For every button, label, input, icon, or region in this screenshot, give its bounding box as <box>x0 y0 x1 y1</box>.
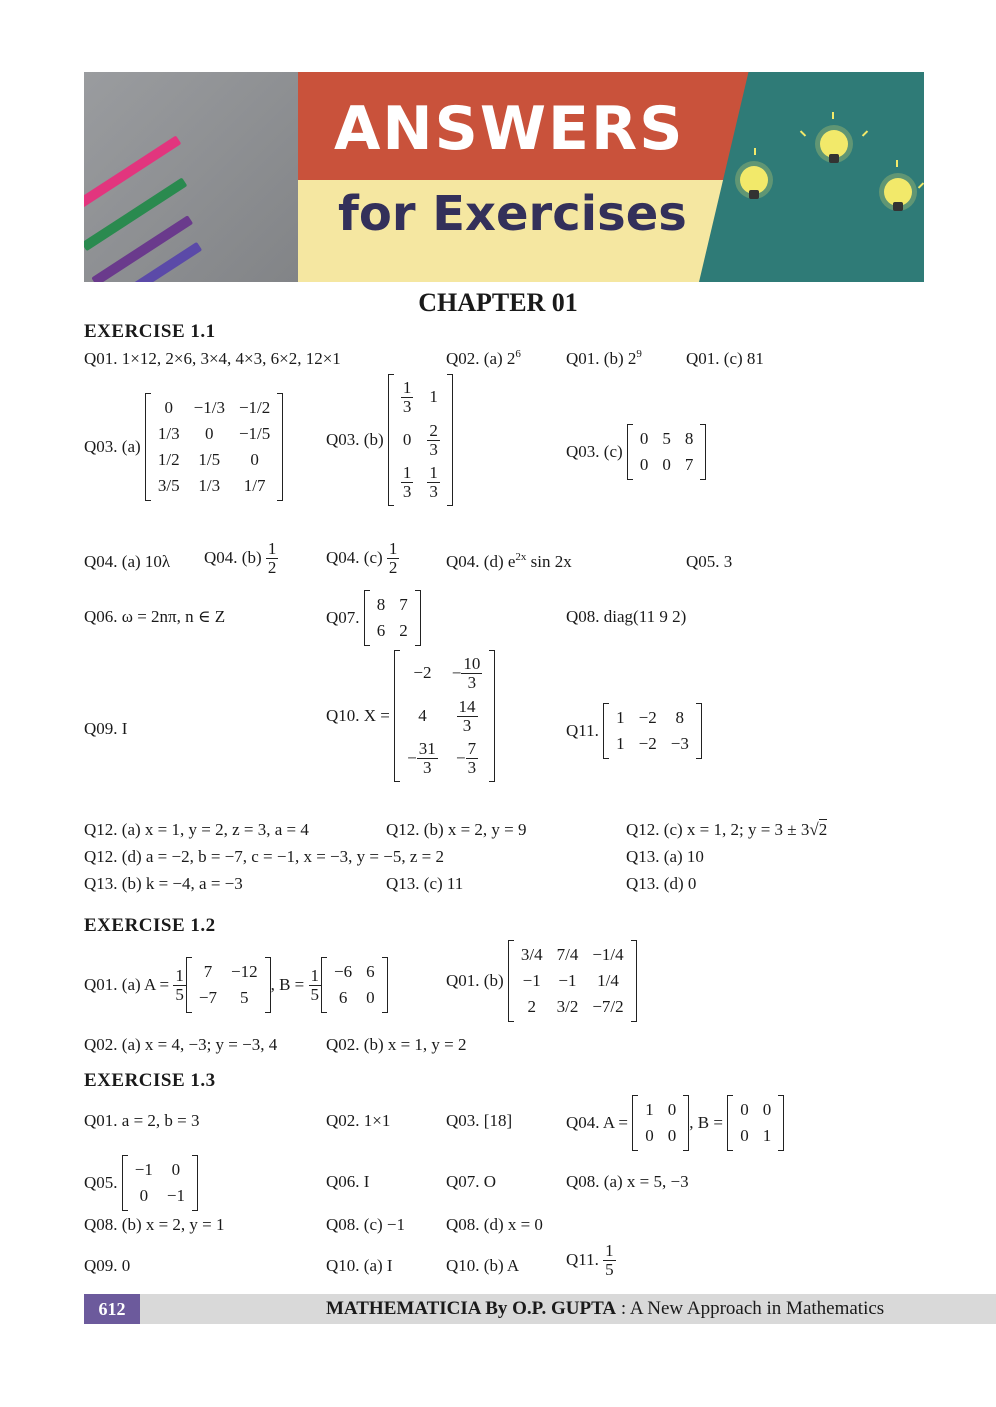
light-ray-icon <box>754 148 756 155</box>
answer-ex13-q08b: Q08. (b) x = 2, y = 1 <box>84 1215 225 1234</box>
answer-ex11-q01b: Q01. (b) $2^9$ <box>566 348 642 368</box>
answer-ex11-q01: Q01. 1×12, 2×6, 3×4, 4×3, 6×2, 12×1 <box>84 349 341 368</box>
matrix-cell: 5 <box>240 988 249 1007</box>
matrix-cell: 1 <box>429 387 438 407</box>
answer-ex13-q06: Q06. I <box>326 1172 370 1191</box>
matrix-cell: 0 <box>667 1126 677 1145</box>
answer-ex11-q04a: Q04. (a) 10λ <box>84 552 171 571</box>
matrix <box>632 1095 689 1151</box>
matrix-cell: − $\frac{7}{3}$ <box>456 739 477 778</box>
answer-ex12-q02a: Q02. (a) x = 4, −3; y = −3, 4 <box>84 1035 278 1054</box>
matrix-cell: 1 <box>616 708 625 727</box>
matrix-cell: 1/7 <box>243 476 266 495</box>
matrix-cell: − $\frac{10}{3}$ <box>451 654 481 692</box>
matrix-cell: 6 <box>376 621 386 640</box>
answer-ex12-q01a: Q01. (a) A = $\frac{1}{5}$ 7 −12 −7 5 , B = $\frac{1}{5}$ −6 6 6 0 <box>84 957 388 1013</box>
answer-ex13-q08c: Q08. (c) −1 <box>326 1215 405 1234</box>
answer-ex11-q13d: Q13. (d) 0 <box>626 874 697 893</box>
banner-subtitle: for Exercises <box>338 186 687 242</box>
matrix <box>603 703 702 759</box>
matrix-cell: 0 <box>667 1100 677 1119</box>
answer-ex11-q12d: Q12. (d) a = −2, b = −7, c = −1, x = −3, y = −5, z = 2 <box>84 847 444 866</box>
matrix-cell: −7/2 <box>592 997 624 1016</box>
matrix-cell: 3/5 <box>157 476 180 495</box>
answer-ex11-q03b: Q03. (b) $\frac{1}{3}$ 1 0 $\frac{2}{3}$ $\frac{1}{3}$ $\frac{1}{3}$ <box>326 374 453 506</box>
answers-banner <box>84 72 924 282</box>
answer-ex11-q07: Q07. 8 7 6 2 <box>326 590 421 646</box>
matrix-cell: 0 <box>205 424 214 443</box>
matrix-cell: 1/3 <box>157 424 180 443</box>
matrix-cell: 0 <box>762 1100 772 1119</box>
matrix-cell: 0 <box>639 429 649 448</box>
matrix-cell: $\frac{2}{3}$ <box>429 420 438 459</box>
answer-ex11-q05: Q05. 3 <box>686 552 733 571</box>
answer-ex11-q08: Q08. diag(11 9 2) <box>566 607 687 626</box>
answer-ex11-q03a: Q03. (a) 0 −1/3 −1/2 1/3 0 −1/5 1/2 1/5 0 3/5 1/3 1/7 <box>84 393 283 501</box>
answer-ex11-q12c: Q12. (c) x = 1, 2; y = 3 ± 3√2 <box>626 820 828 839</box>
matrix-cell: $\frac{1}{3}$ <box>402 463 412 502</box>
matrix-cell: 6 <box>338 988 348 1007</box>
matrix-cell: 7 <box>203 962 213 981</box>
matrix-cell: 0 <box>250 450 259 469</box>
exercise-heading: EXERCISE 1.3 <box>84 1070 216 1091</box>
matrix-cell: 0 <box>366 988 375 1007</box>
matrix-cell: 8 <box>684 429 694 448</box>
matrix-cell: −2 <box>413 663 432 683</box>
answer-ex13-q04: Q04. A = 1 0 0 0 , B = 0 0 0 1 <box>566 1095 784 1151</box>
matrix-cell: 1 <box>645 1100 654 1119</box>
answer-ex13-q09: Q09. 0 <box>84 1256 131 1275</box>
answer-ex11-q12b: Q12. (b) x = 2, y = 9 <box>386 820 527 839</box>
matrix-cell: −2 <box>638 734 657 753</box>
matrix-cell: $\frac{1}{3}$ <box>429 463 438 502</box>
answer-ex13-q11: Q11. $\frac{1}{5}$ <box>566 1241 614 1279</box>
answer-ex13-q08d: Q08. (d) x = 0 <box>446 1215 543 1234</box>
book-title: MATHEMATICIA By O.P. GUPTA <box>326 1298 617 1319</box>
matrix-cell: −1/2 <box>238 398 271 417</box>
answer-ex11-q13b: Q13. (b) k = −4, a = −3 <box>84 874 243 893</box>
matrix-cell: 7 <box>399 595 408 614</box>
matrix-cell: 1/4 <box>597 971 619 990</box>
exercise-heading: EXERCISE 1.1 <box>84 321 216 342</box>
matrix-cell: −2 <box>638 708 657 727</box>
lightbulb-icon <box>884 178 912 206</box>
matrix-cell: 1 <box>762 1126 772 1145</box>
matrix <box>145 393 283 501</box>
matrix-cell: 1/2 <box>157 450 180 469</box>
answer-ex13-q02: Q02. 1×1 <box>326 1111 391 1130</box>
matrix-cell: −7 <box>198 988 217 1007</box>
matrix-cell: 7/4 <box>556 945 579 964</box>
answer-ex13-q07: Q07. O <box>446 1172 497 1191</box>
answer-ex12-q02b: Q02. (b) x = 1, y = 2 <box>326 1035 467 1054</box>
matrix-cell: 0 <box>662 455 671 474</box>
matrix-cell: −1/4 <box>592 945 624 964</box>
answer-ex11-q04b: Q04. (b) $\frac{1}{2}$ <box>204 539 277 577</box>
banner-title: ANSWERS <box>334 94 685 164</box>
matrix-cell: −3 <box>670 734 689 753</box>
matrix-cell: 0 <box>164 398 174 417</box>
matrix-cell: −12 <box>230 962 258 981</box>
matrix <box>727 1095 784 1151</box>
matrix-cell: 6 <box>366 962 375 981</box>
answer-ex11-q04d: Q04. (d) $e^{2x}$ sin 2x <box>446 551 572 571</box>
matrix-cell: 2 <box>527 997 536 1016</box>
matrix <box>388 374 453 506</box>
answer-ex11-q12a: Q12. (a) x = 1, y = 2, z = 3, a = 4 <box>84 820 309 839</box>
matrix <box>394 650 495 782</box>
exercise-heading: EXERCISE 1.2 <box>84 915 216 936</box>
matrix-cell: 3/2 <box>556 997 579 1016</box>
answer-ex13-q01: Q01. a = 2, b = 3 <box>84 1111 200 1130</box>
answer-ex12-q01b: Q01. (b) 3/4 7/4 −1/4 −1 −1 1/4 2 3/2 −7/2 <box>446 940 637 1022</box>
matrix <box>321 957 388 1013</box>
answer-ex11-q06: Q06. ω = 2nπ, n ∈ Z <box>84 607 226 626</box>
matrix-cell: 5 <box>662 429 671 448</box>
matrix-cell: 0 <box>402 430 412 450</box>
answer-ex13-q05: Q05. −1 0 0 −1 <box>84 1155 198 1211</box>
matrix-cell: 0 <box>740 1126 749 1145</box>
answer-ex13-q10a: Q10. (a) I <box>326 1256 393 1275</box>
matrix <box>364 590 421 646</box>
chapter-title: CHAPTER 01 <box>418 288 578 317</box>
answer-ex11-q13c: Q13. (c) 11 <box>386 874 464 893</box>
footer-text <box>326 1298 884 1320</box>
matrix <box>122 1155 198 1211</box>
matrix-cell: −1 <box>558 971 577 990</box>
light-ray-icon <box>896 160 898 167</box>
answer-ex11-q03c: Q03. (c) 0 5 8 0 0 7 <box>566 424 706 480</box>
matrix-cell: 1/5 <box>198 450 221 469</box>
answer-ex13-q10b: Q10. (b) A <box>446 1256 520 1275</box>
matrix-cell: 0 <box>645 1126 654 1145</box>
matrix-cell: −1 <box>134 1160 153 1179</box>
matrix-cell: − $\frac{31}{3}$ <box>407 739 436 778</box>
matrix-cell: 1 <box>616 734 625 753</box>
matrix-cell: $\frac{1}{3}$ <box>402 378 412 416</box>
matrix-cell: 8 <box>675 708 685 727</box>
answer-ex11-q11: Q11. 1 −2 8 1 −2 −3 <box>566 703 702 759</box>
page-number: 612 <box>84 1294 140 1324</box>
matrix-cell: −1/3 <box>193 398 225 417</box>
book-tagline: : A New Approach in Mathematics <box>616 1298 885 1319</box>
answer-ex11-q01c: Q01. (c) 81 <box>686 349 764 368</box>
matrix-cell: 0 <box>740 1100 749 1119</box>
light-ray-icon <box>832 112 834 119</box>
matrix-cell: 8 <box>376 595 386 614</box>
matrix-cell: −1 <box>166 1186 185 1205</box>
answer-ex11-q09: Q09. I <box>84 719 128 738</box>
matrix-cell: −1 <box>522 971 541 990</box>
lightbulb-icon <box>820 130 848 158</box>
matrix-cell: 0 <box>139 1186 149 1205</box>
answer-ex11-q10: Q10. X = −2 − $\frac{10}{3}$ 4 $\frac{14}{3}$ − $\frac{31}{3}$ − $\frac{7}{3}$ <box>326 650 495 782</box>
answer-ex11-q02a: Q02. (a) $2^6$ <box>446 348 521 368</box>
answer-ex11-q04c: Q04. (c) $\frac{1}{2}$ <box>326 539 398 577</box>
answer-ex11-q13a: Q13. (a) 10 <box>626 847 704 866</box>
matrix <box>508 940 637 1022</box>
matrix-cell: 4 <box>418 706 427 726</box>
matrix <box>186 957 271 1013</box>
matrix-cell: 7 <box>684 455 694 474</box>
lightbulb-icon <box>740 166 768 194</box>
matrix-cell: −6 <box>334 962 353 981</box>
matrix-cell: 3/4 <box>520 945 543 964</box>
matrix <box>627 424 707 480</box>
answer-ex13-q03: Q03. [18] <box>446 1111 513 1130</box>
matrix-cell: 2 <box>399 621 408 640</box>
matrix-cell: −1/5 <box>238 424 271 443</box>
matrix-cell: 0 <box>639 455 649 474</box>
matrix-cell: $\frac{14}{3}$ <box>458 696 476 735</box>
matrix-cell: 0 <box>171 1160 181 1179</box>
answer-ex13-q08a: Q08. (a) x = 5, −3 <box>566 1172 689 1191</box>
matrix-cell: 1/3 <box>198 476 221 495</box>
